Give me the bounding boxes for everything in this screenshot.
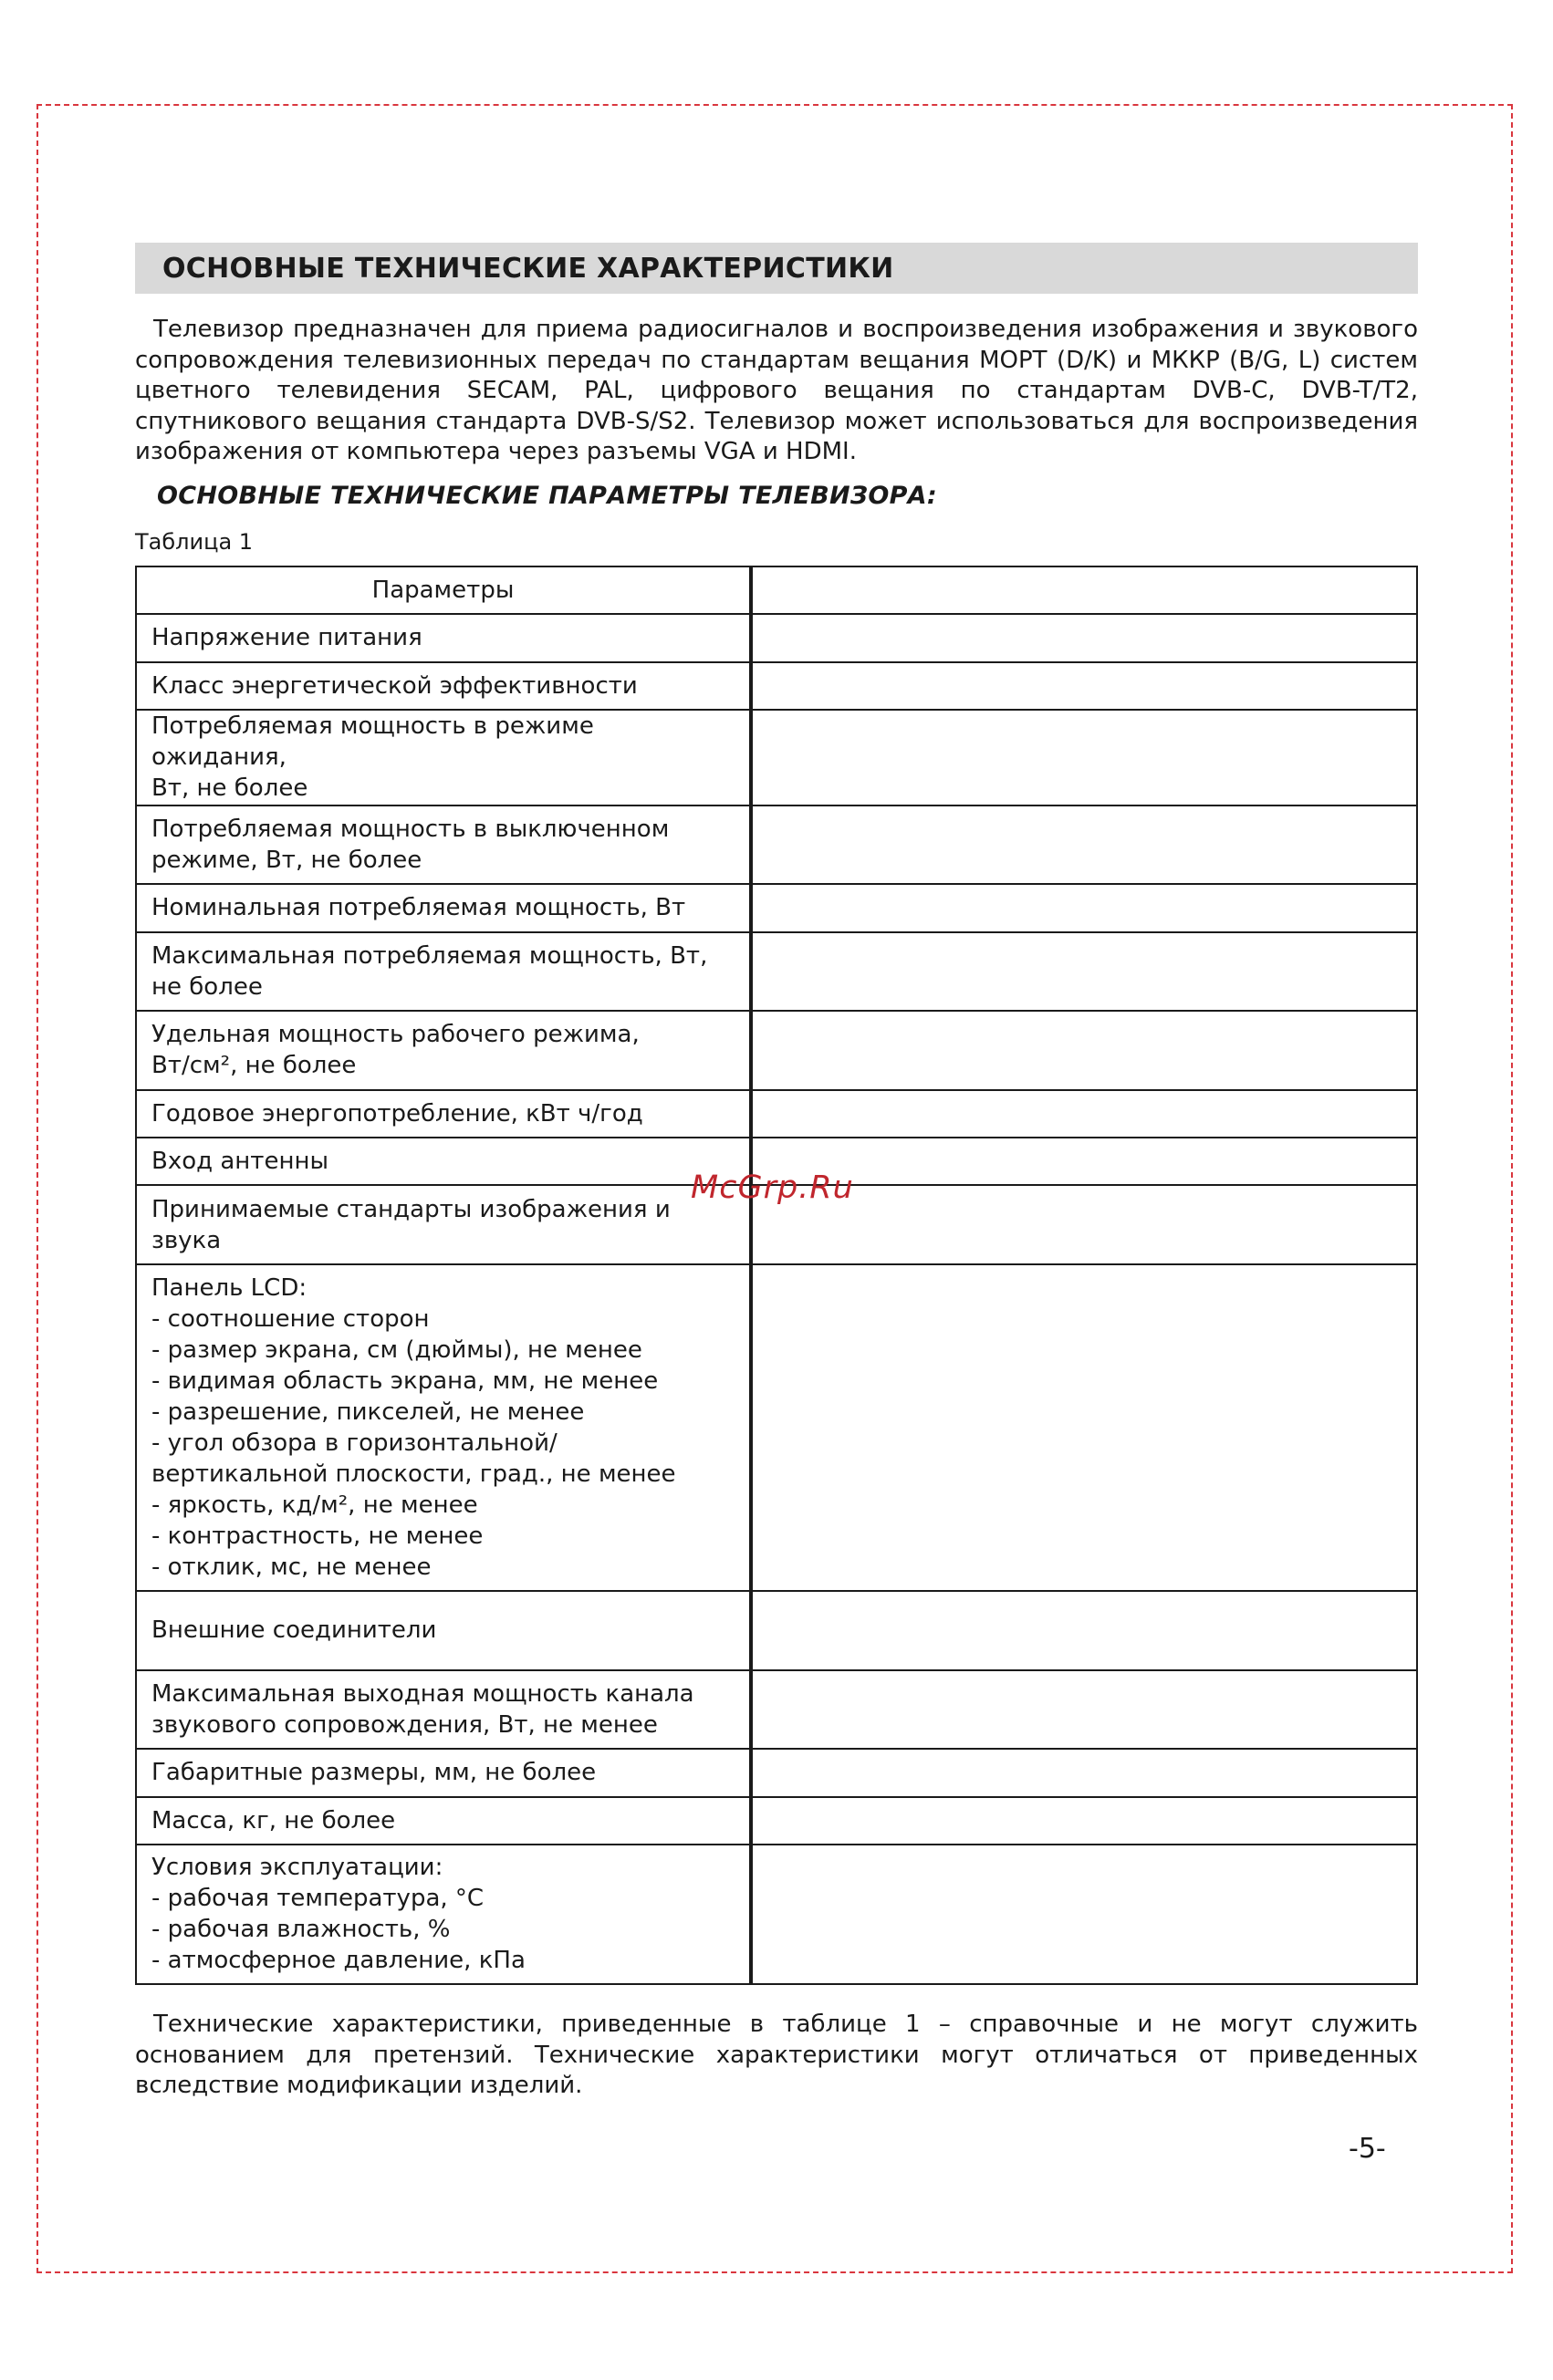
parameter-line: Напряжение питания (151, 624, 422, 652)
value-cell (751, 1011, 1417, 1090)
table-row (136, 932, 1417, 1012)
parameter-line: - атмосферное давление, кПа (151, 1947, 526, 1975)
parameter-line: вертикальной плоскости, град., не менее (151, 1460, 676, 1488)
value-cell (751, 1670, 1417, 1750)
parameter-line: - контрастность, не менее (151, 1522, 484, 1550)
parameter-line: Класс энергетической эффективности (151, 671, 638, 700)
value-cell (751, 1264, 1417, 1591)
parameter-line: Удельная мощность рабочего режима, (151, 1021, 640, 1049)
table-row (136, 1591, 1417, 1670)
value-cell (751, 884, 1417, 931)
parameter-line: - соотношение сторон (151, 1304, 430, 1333)
table-row (136, 710, 1417, 805)
intro-paragraph: Телевизор предназначен для приема радиосигналов и воспроизведения изображения и звукового сопровождения телевизионных передач по стандартам вещания МОРТ (D/K) и МККР (B/G, L) систем цветного телевидения SECAM, PAL, цифрового вещания по стандартам DVB-C, DVB-T/T2, спутникового вещания стандарта DVB-S/S2. Телевизор может использоваться для воспроизведения изображения от компьютера через разъемы VGA и HDMI. (135, 316, 1418, 465)
parameter-cell (136, 1011, 751, 1090)
parameter-line: звукового сопровождения, Вт, не менее (151, 1710, 658, 1739)
table-row (136, 614, 1417, 661)
spec-table (135, 566, 1418, 1985)
parameter-line: не более (151, 972, 263, 1001)
parameter-line: Масса, кг, не более (151, 1806, 396, 1834)
table-row (136, 805, 1417, 885)
parameter-cell (136, 1797, 751, 1845)
parameter-line: - размер экрана, см (дюймы), не менее (151, 1336, 642, 1364)
parameter-cell (136, 662, 751, 710)
table-row (136, 1090, 1417, 1138)
table-row (136, 1797, 1417, 1845)
parameter-line: Габаритные размеры, мм, не более (151, 1759, 597, 1787)
parameter-cell (136, 1845, 751, 1984)
value-cell (751, 932, 1417, 1012)
value-cell (751, 1797, 1417, 1845)
parameter-cell (136, 710, 751, 805)
table-row (136, 1845, 1417, 1984)
value-cell (751, 1591, 1417, 1670)
footnote-paragraph: Технические характеристики, приведенные в таблице 1 – справочные и не могут служить основанием для претензий. Технические характеристики могут отличаться от приведенных вследствие модификации изделий. (135, 2011, 1418, 2099)
value-cell (751, 614, 1417, 661)
parameter-cell (136, 805, 751, 885)
parameter-line: Условия эксплуатации: (151, 1854, 443, 1882)
parameter-cell (136, 1264, 751, 1591)
parameter-line: - рабочая влажность, % (151, 1916, 451, 1944)
value-cell (751, 1845, 1417, 1984)
parameter-cell (136, 1138, 751, 1185)
value-cell (751, 662, 1417, 710)
parameter-line: - угол обзора в горизонтальной/ (151, 1429, 558, 1457)
parameter-cell (136, 1749, 751, 1796)
parameter-line: - яркость, кд/м², не менее (151, 1491, 478, 1519)
parameter-line: - рабочая температура, °С (151, 1885, 485, 1913)
table-row (136, 662, 1417, 710)
section-heading: ОСНОВНЫЕ ТЕХНИЧЕСКИЕ ХАРАКТЕРИСТИКИ (135, 243, 1418, 294)
parameter-line: звука (151, 1226, 222, 1254)
value-cell (751, 1749, 1417, 1796)
value-cell (751, 1090, 1417, 1138)
parameter-line: Потребляемая мощность в выключенном (151, 815, 670, 843)
parameter-cell (136, 1090, 751, 1138)
parameter-line: режиме, Вт, не более (151, 846, 422, 874)
header-value (751, 566, 1417, 614)
parameter-line: Внешние соединители (151, 1616, 437, 1645)
value-cell (751, 805, 1417, 885)
parameter-cell (136, 932, 751, 1012)
header-parameters: Параметры (136, 566, 751, 614)
parameter-line: Панель LCD: (151, 1273, 307, 1302)
parameter-cell (136, 1185, 751, 1264)
page-number: -5- (1349, 2133, 1386, 2165)
value-cell (751, 710, 1417, 805)
parameter-cell (136, 1670, 751, 1750)
parameter-line: Принимаемые стандарты изображения и (151, 1195, 671, 1223)
table-caption: Таблица 1 (135, 529, 254, 555)
table-row (136, 1749, 1417, 1796)
table-row (136, 1011, 1417, 1090)
parameter-line: - разрешение, пикселей, не менее (151, 1398, 585, 1426)
spec-table-body (136, 566, 1417, 1984)
parameter-cell (136, 1591, 751, 1670)
parameter-line: Максимальная потребляемая мощность, Вт, (151, 941, 708, 970)
parameter-cell (136, 614, 751, 661)
parameter-line: Максимальная выходная мощность канала (151, 1679, 694, 1708)
parameter-line: Годовое энергопотребление, кВт ч/год (151, 1099, 643, 1128)
table-header-row (136, 566, 1417, 614)
parameter-line: Потребляемая мощность в режиме ожидания, (151, 712, 594, 772)
table-row (136, 1264, 1417, 1591)
parameter-line: - видимая область экрана, мм, не менее (151, 1367, 659, 1395)
table-row (136, 884, 1417, 931)
parameter-line: - отклик, мс, не менее (151, 1553, 432, 1581)
parameter-line: Вт, не более (151, 774, 308, 803)
table-row (136, 1670, 1417, 1750)
parameter-line: Вход антенны (151, 1148, 328, 1176)
watermark: McGrp.Ru (691, 1169, 854, 1206)
parameter-line: Номинальная потребляемая мощность, Вт (151, 894, 686, 922)
parameter-cell (136, 884, 751, 931)
parameter-line: Вт/см², не более (151, 1052, 357, 1080)
table-subheading: ОСНОВНЫЕ ТЕХНИЧЕСКИЕ ПАРАМЕТРЫ ТЕЛЕВИЗОРА: (157, 482, 937, 510)
